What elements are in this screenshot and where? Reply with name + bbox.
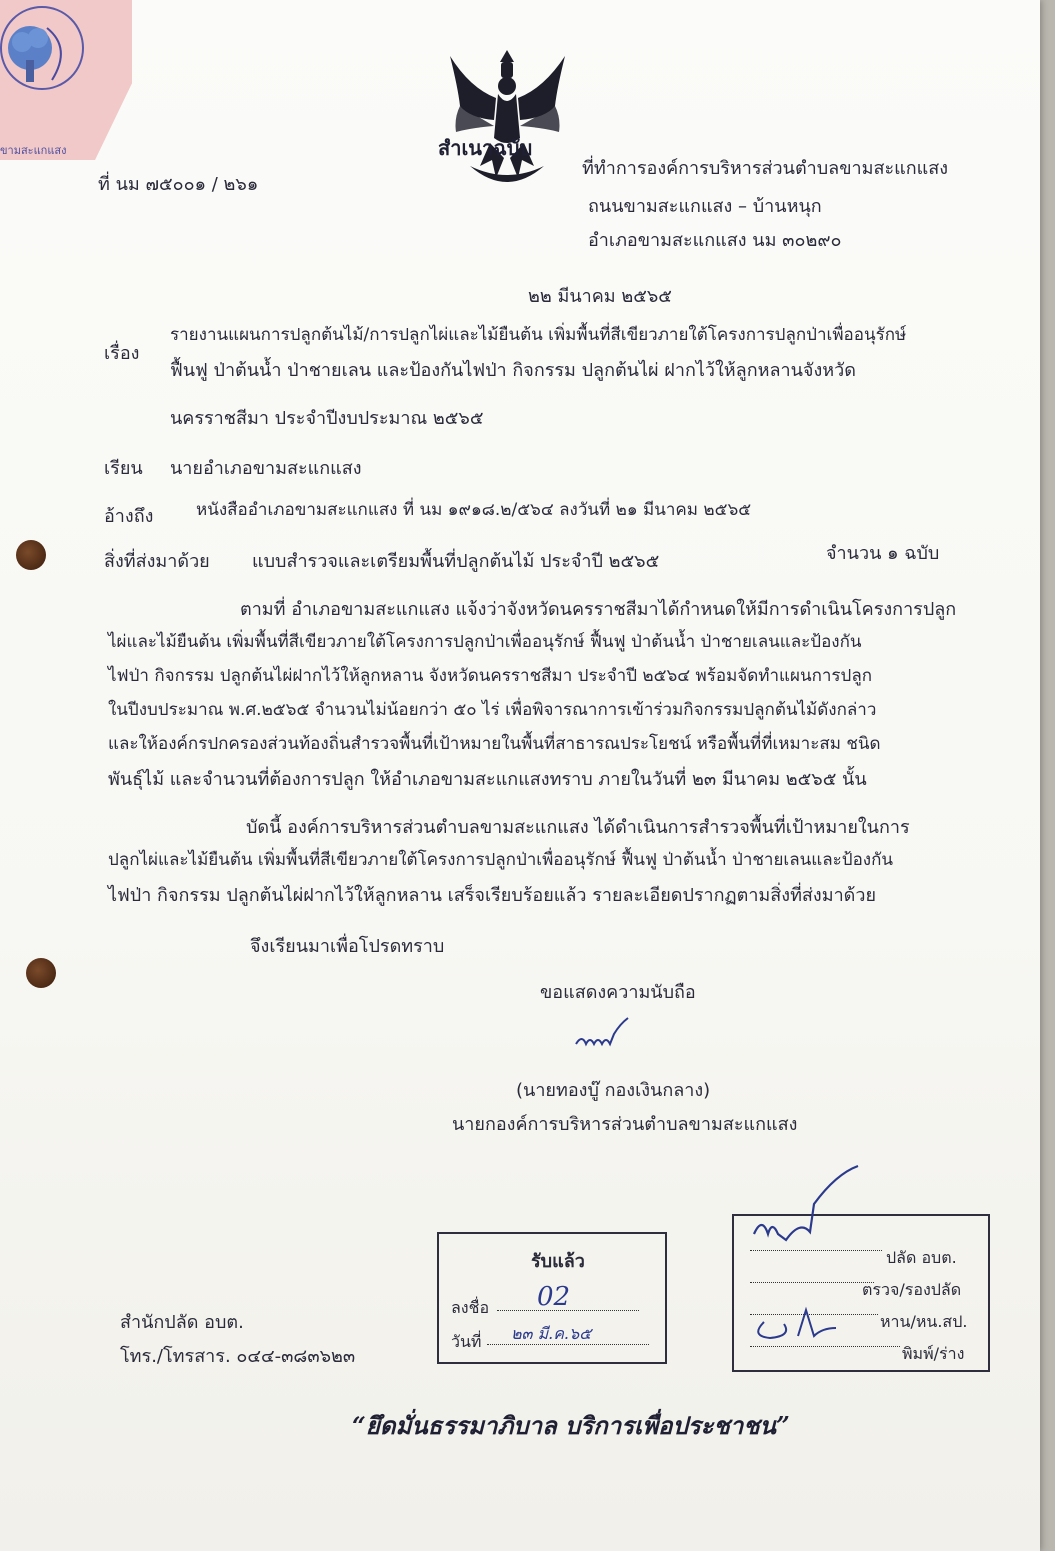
tree-icon [2,8,82,88]
footer-office: สำนักปลัด อบต. [120,1312,244,1333]
signatory-position: นายกองค์การบริหารส่วนตำบลขามสะแกแสง [452,1114,798,1135]
subject-label: เรื่อง [104,343,140,364]
received-sign-line [497,1282,639,1312]
routing-line-3: หาน/หน.สป. [880,1312,968,1331]
body-p1-line-4: ในปีงบประมาณ พ.ศ.๒๕๖๕ จำนวนไม่น้อยกว่า ๕๐ ไร่ เพื่อพิจารณาการเข้าร่วมกิจกรรมปลูกต้นไม้ดังกล่าว [108,700,877,720]
received-date-value: ๒๓ มี.ค.๖๕ [511,1324,592,1343]
received-stamp-box [437,1232,667,1364]
routing-line-1: ปลัด อบต. [886,1248,957,1267]
motto: “ยึดมั่นธรรมาภิบาล บริการเพื่อประชาชน” [352,1411,790,1440]
seal-caption: ขามสะแกแสง [0,144,67,157]
received-date-line [487,1322,649,1345]
handwritten-initials-icon [740,1160,880,1360]
enclosure-value: แบบสำรวจและเตรียมพื้นที่ปลูกต้นไม้ ประจำปี ๒๕๖๕ [252,551,660,572]
body-p1-line-5: และให้องค์กรปกครองส่วนท้องถิ่นสำรวจพื้นที่เป้าหมายในพื้นที่สาธารณประโยชน์ หรือพื้นที่ที่เหมาะสม ชนิด [108,734,881,754]
subject-line-3: นครราชสีมา ประจำปีงบประมาณ ๒๕๖๕ [170,408,484,429]
letter-date: ๒๒ มีนาคม ๒๕๖๕ [528,286,672,307]
reference-label: อ้างถึง [104,506,154,527]
footer-phone: โทร./โทรสาร. ๐๔๔-๓๘๓๖๒๓ [120,1346,356,1367]
routing-line-2: ตรวจ/รองปลัด [862,1280,962,1299]
subject-line-1: รายงานแผนการปลูกต้นไม้/การปลูกไผ่และไม้ยืนต้น เพิ่มพื้นที่สีเขียวภายใต้โครงการปลูกป่าเพื่ออนุรักษ์ [170,325,907,345]
body-p2-line-2: ปลูกไผ่และไม้ยืนต้น เพิ่มพื้นที่สีเขียวภายใต้โครงการปลูกป่าเพื่ออนุรักษ์ ฟื้นฟู ป่าต้นน้ำ ป่าชายเลนและป้องกัน [108,850,893,870]
received-sign-label: ลงชื่อ [451,1298,490,1317]
punch-hole-top [16,540,46,570]
body-p1-line-1: ตามที่ อำเภอขามสะแกแสง แจ้งว่าจังหวัดนครราชสีมาได้กำหนดให้มีการดำเนินโครงการปลูก [240,599,957,620]
garuda-emblem-icon [440,48,575,198]
signature-scribble-icon [570,1014,640,1054]
signatory-name: (นายทองบู๊ กองเงินกลาง) [516,1080,711,1101]
enclosure-count: จำนวน ๑ ฉบับ [826,543,940,564]
address-line-2: ถนนขามสะแกแสง – บ้านหนุก [588,196,822,217]
address-line-1: ที่ทำการองค์การบริหารส่วนตำบลขามสะแกแสง [582,158,949,179]
body-p2-line-3: ไฟป่า กิจกรรม ปลูกต้นไผ่ฝากไว้ให้ลูกหลาน เสร็จเรียบร้อยแล้ว รายละเอียดปรากฏตามสิ่งที่ส่งมาด้วย [108,885,877,906]
received-date-label: วันที่ [451,1332,482,1351]
organization-seal-logo [0,6,84,90]
to-label: เรียน [104,458,143,479]
punch-hole-bottom [26,958,56,988]
copy-stamp-title: สำเนาฉบับ [438,136,533,160]
received-title: รับแล้ว [531,1251,585,1272]
to-value: นายอำเภอขามสะแกแสง [170,458,362,479]
received-sign-value: 02 [537,1282,571,1312]
closing-phrase: จึงเรียนมาเพื่อโปรดทราบ [250,936,445,957]
regards-text: ขอแสดงความนับถือ [540,982,696,1003]
body-p2-line-1: บัดนี้ องค์การบริหารส่วนตำบลขามสะแกแสง ได้ดำเนินการสำรวจพื้นที่เป้าหมายในการ [246,817,910,838]
reference-number: ที่ นม ๗๕๐๐๑ / ๒๖๑ [98,174,259,195]
body-p1-line-2: ไผ่และไม้ยืนต้น เพิ่มพื้นที่สีเขียวภายใต้โครงการปลูกป่าเพื่ออนุรักษ์ ฟื้นฟู ป่าต้นน้ำ ป่าชายเลนและป้องกัน [108,632,862,652]
subject-line-2: ฟื้นฟู ป่าต้นน้ำ ป่าชายเลน และป้องกันไฟป่า กิจกรรม ปลูกต้นไผ่ ฝากไว้ให้ลูกหลานจังหวัด [170,360,856,381]
reference-value: หนังสืออำเภอขามสะแกแสง ที่ นม ๑๙๑๘.๒/๕๖๔ ลงวันที่ ๒๑ มีนาคม ๒๕๖๕ [196,500,752,520]
address-line-3: อำเภอขามสะแกแสง นม ๓๐๒๙๐ [588,230,842,251]
enclosure-label: สิ่งที่ส่งมาด้วย [104,551,210,572]
routing-line-4: พิมพ์/ร่าง [902,1344,965,1363]
body-p1-line-3: ไฟป่า กิจกรรม ปลูกต้นไผ่ฝากไว้ให้ลูกหลาน จังหวัดนครราชสีมา ประจำปี ๒๕๖๔ พร้อมจัดทำแผนการปลูก [108,666,873,686]
body-p1-line-6: พันธุ์ไม้ และจำนวนที่ต้องการปลูก ให้อำเภอขามสะแกแสงทราบ ภายในวันที่ ๒๓ มีนาคม ๒๕๖๕ นั้น [108,769,867,790]
